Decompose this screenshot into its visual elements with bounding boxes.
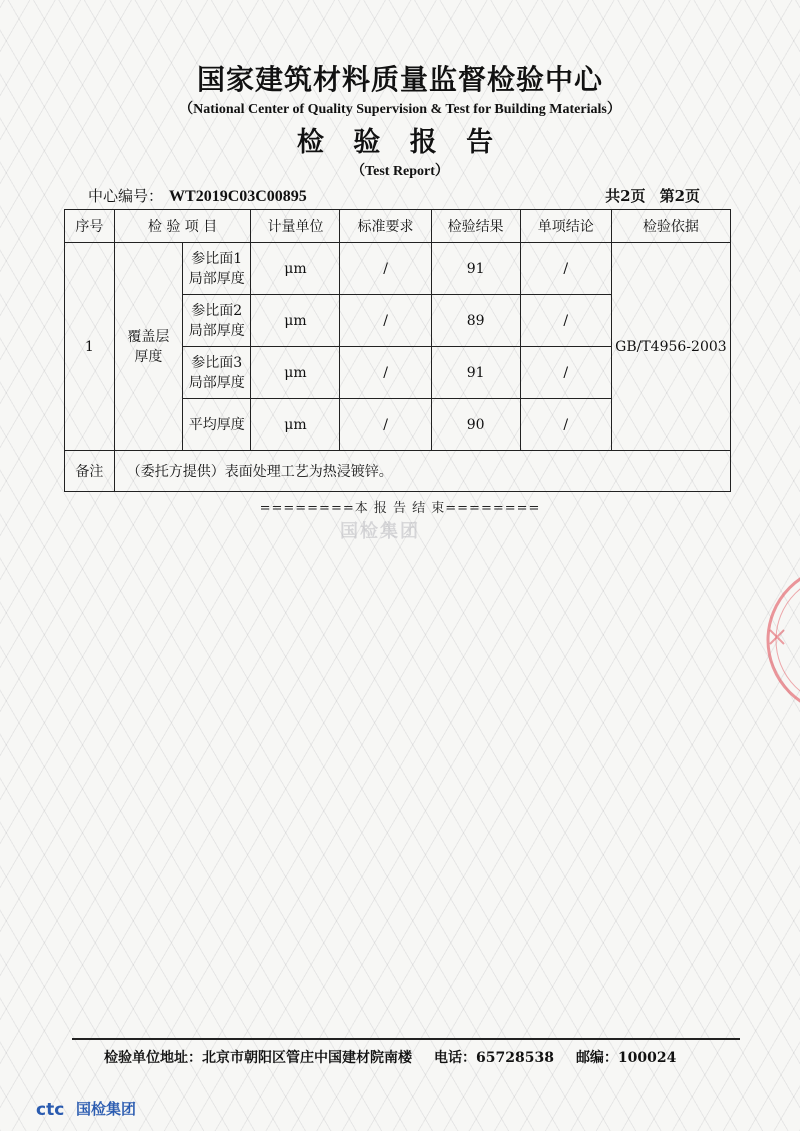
watermark-text: 国检集团 [340,521,420,542]
col-seq: 序号 [65,210,115,243]
col-unit: 计量单位 [251,210,340,243]
note-label: 备注 [65,451,115,492]
org-title-cn: 国家建筑材料质量监督检验中心 [196,63,603,96]
ctc-logo-mark: ctc [36,1099,65,1118]
result-cell: 89 [431,295,520,347]
unit-cell: μm [251,399,340,451]
col-requirement: 标准要求 [340,210,431,243]
conclusion-cell: / [520,295,611,347]
center-number-label: 中心编号： [88,187,164,205]
footer-divider [72,1038,740,1040]
ctc-logo [36,1098,136,1119]
org-title-en: （National Center of Quality Supervision & Test for Building Materials） [179,102,621,117]
test-result-table [64,209,731,492]
center-number [88,185,307,206]
requirement-cell: / [340,243,431,295]
requirement-cell: / [340,347,431,399]
item-cell: 参比面1 局部厚度 [183,243,251,295]
conclusion-cell: / [520,399,611,451]
page-indicator [591,185,700,206]
report-title-cn: 检 验 报 告 [296,127,504,158]
red-seal-stamp-icon [752,560,800,720]
col-basis: 检验依据 [611,210,730,243]
report-end-marker: ========本 报 告 结 束======== [259,501,541,516]
group-cell: 覆盖层 厚度 [114,243,182,451]
item-cell: 平均厚度 [183,399,251,451]
result-cell: 90 [431,399,520,451]
ctc-logo-icon [36,1100,72,1118]
item-cell: 参比面2 局部厚度 [183,295,251,347]
footer-phone: 电话：65728538 [434,1050,554,1066]
footer-info [104,1047,676,1067]
logo-text: 国检集团 [76,1100,137,1118]
requirement-cell: / [340,295,431,347]
note-text: （委托方提供）表面处理工艺为热浸镀锌。 [114,451,730,492]
unit-cell: μm [251,295,340,347]
result-cell: 91 [431,243,520,295]
center-number-value: WT2019C03C00895 [169,188,307,205]
report-title-en: （Test Report） [351,164,449,179]
unit-cell: μm [251,243,340,295]
col-result: 检验结果 [431,210,520,243]
col-conclusion: 单项结论 [520,210,611,243]
conclusion-cell: / [520,243,611,295]
conclusion-cell: / [520,347,611,399]
item-cell: 参比面3 局部厚度 [183,347,251,399]
note-row [65,451,731,492]
table-row [65,243,731,295]
footer-address: 检验单位地址：北京市朝阳区管庄中国建材院南楼 [104,1050,412,1066]
current-page: 第2页 [659,187,700,205]
requirement-cell: / [340,399,431,451]
result-cell: 91 [431,347,520,399]
col-item: 检 验 项 目 [114,210,251,243]
seq-cell: 1 [65,243,115,451]
total-pages: 共2页 [605,187,646,205]
footer-postcode: 邮编：100024 [575,1050,677,1066]
unit-cell: μm [251,347,340,399]
basis-cell: GB/T4956-2003 [611,243,730,451]
table-header-row [65,210,731,243]
